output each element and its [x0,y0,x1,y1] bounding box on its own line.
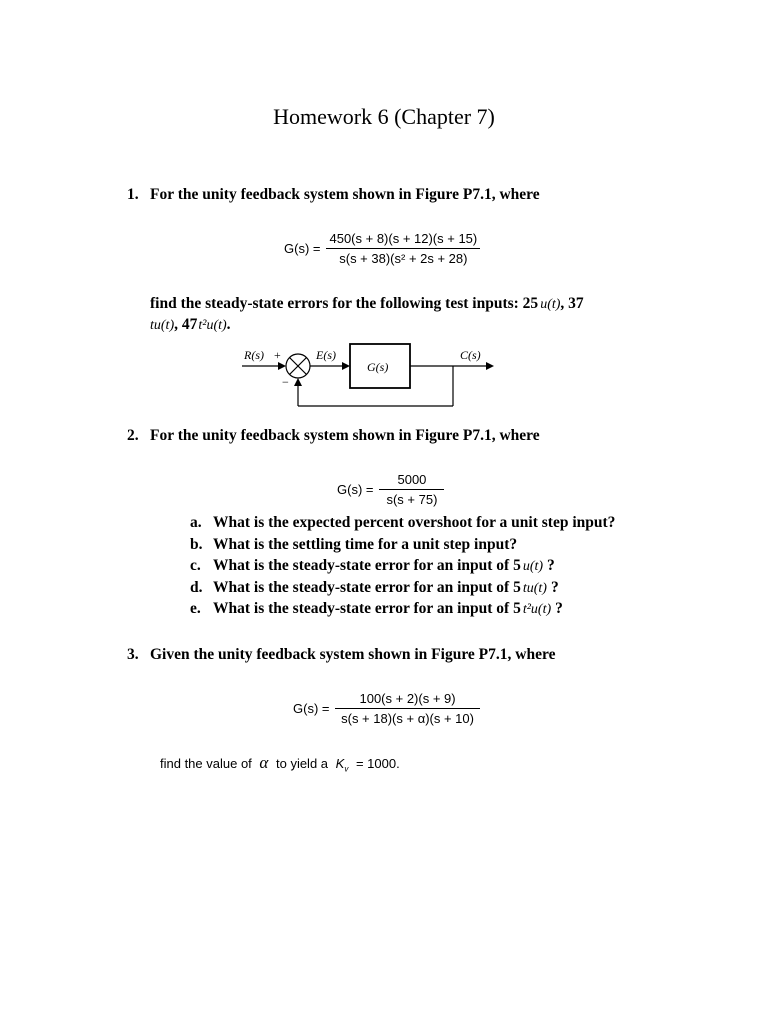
item-text: What is the steady-state error for an input of 5 [213,579,521,596]
question-1-text: For the unity feedback system shown in Figure P7.1, where [150,186,540,203]
item-label: c. [190,557,201,574]
page-title: Homework 6 (Chapter 7) [273,104,495,129]
feedback-arrow [294,378,302,386]
item-label: e. [190,600,201,617]
item-text: What is the steady-state error for an input of 5 [213,557,521,574]
item-end: ? [550,579,559,596]
equation-lhs: G(s) = [293,701,330,716]
item-text: What is the expected percent overshoot for a unit step input? [213,514,616,531]
equation-numerator: 100(s + 2)(s + 9) [335,691,479,709]
input-step: u(t) [540,297,561,312]
question-2-item-d [190,579,670,599]
block-diagram-figure [234,338,504,413]
equation-lhs: G(s) = [284,241,321,256]
question-3-number: 3. [127,646,139,663]
output-arrow [486,362,494,370]
question-2-item-a [190,514,670,534]
input-parabola: t²u(t) [198,318,227,333]
kv-subscript: v [344,764,349,774]
output-label: C(s) [460,348,481,362]
question-1-find-line-2 [150,316,231,334]
item-end: ? [555,600,563,617]
equation-numerator: 450(s + 8)(s + 12)(s + 15) [326,231,480,249]
end-period: . [226,316,231,333]
question-2-item-c [190,557,670,577]
separator-2: , 47 [174,316,198,333]
error-arrow [342,362,350,370]
item-label: b. [190,536,203,553]
question-2-item-e [190,600,670,620]
item-math: t²u(t) [522,602,552,617]
alpha-symbol: α [259,753,269,772]
find-text: find the steady-state errors for the following test inputs: 25 [150,295,539,312]
find-mid: to yield a [275,756,329,771]
question-1-find-line-1 [150,295,584,313]
question-2-number: 2. [127,427,139,444]
equation-denominator: s(s + 75) [386,492,438,507]
end-period: . [396,756,400,771]
question-3-find-line [160,753,400,774]
equation-fraction [379,472,444,507]
item-label: a. [190,514,202,531]
input-label: R(s) [244,348,264,362]
question-2-text: For the unity feedback system shown in Figure P7.1, where [150,427,540,444]
question-1-number: 1. [127,186,139,203]
item-end: ? [547,557,555,574]
item-math: u(t) [522,559,544,574]
equation-denominator: s(s + 18)(s + α)(s + 10) [341,711,474,726]
input-arrow [278,362,286,370]
question-3-text: Given the unity feedback system shown in Figure P7.1, where [150,646,556,663]
equation-denominator: s(s + 38)(s² + 2s + 28) [339,251,468,266]
question-3-header [127,646,687,666]
item-math: tu(t) [522,581,547,596]
error-label: E(s) [316,348,336,362]
item-text: What is the steady-state error for an input of 5 [213,600,521,617]
question-3-equation [293,691,480,726]
kv-symbol: K [335,756,345,771]
question-1-header [127,186,687,206]
equation-fraction [326,231,480,266]
question-2-item-b [190,536,670,556]
question-2-header [127,427,687,447]
plus-sign: + [274,348,281,362]
question-2-equation [337,472,444,507]
separator-1: , 37 [560,295,584,312]
input-ramp: tu(t) [150,318,175,333]
find-prefix: find the value of [160,756,252,771]
equation-lhs: G(s) = [337,482,374,497]
item-label: d. [190,579,203,596]
block-label: G(s) [367,360,389,374]
minus-sign: − [282,375,289,389]
item-text: What is the settling time for a unit step input? [213,536,518,553]
equation-fraction [335,691,479,726]
equation-numerator: 5000 [379,472,444,490]
kv-value: = 1000 [355,756,397,771]
question-1-equation [284,231,480,266]
